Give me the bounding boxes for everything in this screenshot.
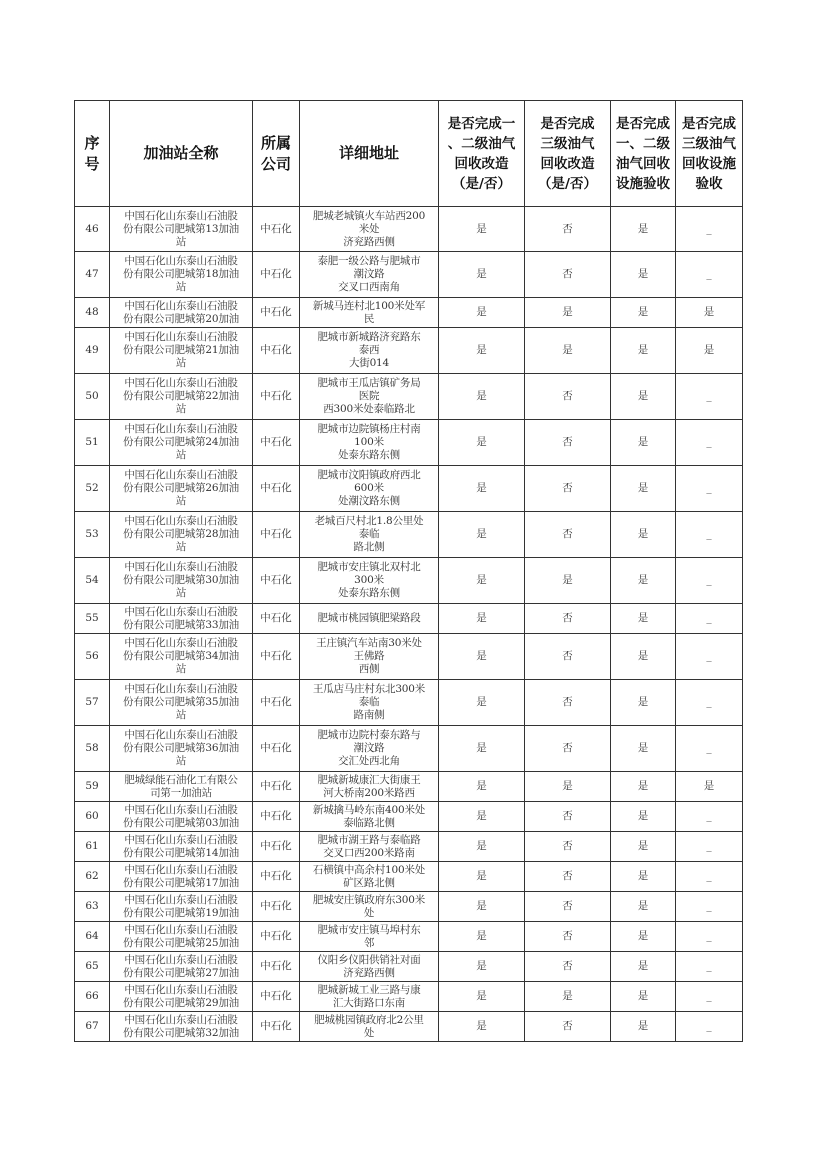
stage12-retrofit-status: 是	[439, 862, 525, 892]
stage12-acceptance-status: 是	[611, 772, 676, 802]
station-name: 中国石化山东泰山石油股 份有限公司肥城第34加油 站	[110, 634, 253, 680]
row-number: 65	[75, 952, 110, 982]
stage12-retrofit-status: 是	[439, 328, 525, 374]
row-number: 46	[75, 207, 110, 252]
row-number: 48	[75, 298, 110, 328]
company: 中石化	[253, 420, 300, 466]
stage3-retrofit-status: 否	[525, 512, 611, 558]
address: 肥城市湖王路与泰临路 交叉口西200米路南	[300, 832, 439, 862]
address: 新城马连村北100米处军 民	[300, 298, 439, 328]
company: 中石化	[253, 298, 300, 328]
stage3-acceptance-status: _	[676, 952, 743, 982]
stage3-retrofit-status: 否	[525, 604, 611, 634]
station-name: 肥城绿能石油化工有限公 司第一加油站	[110, 772, 253, 802]
stage3-acceptance-status: 是	[676, 328, 743, 374]
station-name: 中国石化山东泰山石油股 份有限公司肥城第36加油 站	[110, 726, 253, 772]
stage3-retrofit-status: 否	[525, 862, 611, 892]
stage12-acceptance-status: 是	[611, 726, 676, 772]
table-row	[75, 420, 743, 466]
company: 中石化	[253, 892, 300, 922]
stage12-acceptance-status: 是	[611, 512, 676, 558]
address: 肥城老城镇火车站西200 米处 济兖路西侧	[300, 207, 439, 252]
table-row	[75, 328, 743, 374]
row-number: 60	[75, 802, 110, 832]
table-row	[75, 207, 743, 252]
stage12-retrofit-status: 是	[439, 207, 525, 252]
company: 中石化	[253, 680, 300, 726]
row-number: 63	[75, 892, 110, 922]
stage3-retrofit-status: 否	[525, 892, 611, 922]
stage12-acceptance-status: 是	[611, 298, 676, 328]
stage3-retrofit-status: 是	[525, 328, 611, 374]
header-address: 详细地址	[300, 101, 439, 207]
stage3-acceptance-status: _	[676, 802, 743, 832]
station-name: 中国石化山东泰山石油股 份有限公司肥城第17加油	[110, 862, 253, 892]
stage3-acceptance-status: _	[676, 726, 743, 772]
table-row	[75, 604, 743, 634]
station-name: 中国石化山东泰山石油股 份有限公司肥城第35加油 站	[110, 680, 253, 726]
company: 中石化	[253, 772, 300, 802]
stage12-acceptance-status: 是	[611, 862, 676, 892]
address: 新城擒马岭东南400米处 泰临路北侧	[300, 802, 439, 832]
stage12-retrofit-status: 是	[439, 680, 525, 726]
address: 老城百尺村北1.8公里处 泰临 路北侧	[300, 512, 439, 558]
station-name: 中国石化山东泰山石油股 份有限公司肥城第26加油 站	[110, 466, 253, 512]
stage3-retrofit-status: 是	[525, 298, 611, 328]
stage12-acceptance-status: 是	[611, 466, 676, 512]
station-name: 中国石化山东泰山石油股 份有限公司肥城第20加油	[110, 298, 253, 328]
row-number: 57	[75, 680, 110, 726]
table-row	[75, 374, 743, 420]
stage3-acceptance-status: _	[676, 892, 743, 922]
station-name: 中国石化山东泰山石油股 份有限公司肥城第22加油 站	[110, 374, 253, 420]
stage3-acceptance-status: _	[676, 1012, 743, 1042]
table-row	[75, 772, 743, 802]
header-stage12-retrofit: 是否完成一 、二级油气 回收改造 （是/否）	[439, 101, 525, 207]
row-number: 66	[75, 982, 110, 1012]
header-station-name: 加油站全称	[110, 101, 253, 207]
stage12-retrofit-status: 是	[439, 832, 525, 862]
stage12-acceptance-status: 是	[611, 328, 676, 374]
company: 中石化	[253, 374, 300, 420]
stage3-acceptance-status: 是	[676, 772, 743, 802]
stage12-acceptance-status: 是	[611, 832, 676, 862]
company: 中石化	[253, 862, 300, 892]
stage12-acceptance-status: 是	[611, 420, 676, 466]
stage3-acceptance-status: _	[676, 420, 743, 466]
address: 肥城市安庄镇北双村北 300米 处泰东路东侧	[300, 558, 439, 604]
table-row	[75, 558, 743, 604]
stage12-retrofit-status: 是	[439, 982, 525, 1012]
company: 中石化	[253, 207, 300, 252]
header-stage3-acceptance: 是否完成 三级油气 回收设施 验收	[676, 101, 743, 207]
stage3-retrofit-status: 否	[525, 832, 611, 862]
header-seq: 序 号	[75, 101, 110, 207]
stage3-acceptance-status: _	[676, 558, 743, 604]
address: 肥城新城康汇大街康王 河大桥南200米路西	[300, 772, 439, 802]
row-number: 53	[75, 512, 110, 558]
address: 肥城市边院村泰东路与 潮汶路 交汇处西北角	[300, 726, 439, 772]
row-number: 52	[75, 466, 110, 512]
stage3-acceptance-status: _	[676, 252, 743, 298]
station-name: 中国石化山东泰山石油股 份有限公司肥城第14加油	[110, 832, 253, 862]
station-name: 中国石化山东泰山石油股 份有限公司肥城第18加油 站	[110, 252, 253, 298]
stage3-retrofit-status: 否	[525, 252, 611, 298]
stage3-acceptance-status: _	[676, 604, 743, 634]
stage12-acceptance-status: 是	[611, 982, 676, 1012]
stage12-retrofit-status: 是	[439, 726, 525, 772]
stage3-acceptance-status: _	[676, 832, 743, 862]
row-number: 56	[75, 634, 110, 680]
stage12-acceptance-status: 是	[611, 207, 676, 252]
stage12-acceptance-status: 是	[611, 1012, 676, 1042]
station-name: 中国石化山东泰山石油股 份有限公司肥城第24加油 站	[110, 420, 253, 466]
stage3-retrofit-status: 否	[525, 207, 611, 252]
station-name: 中国石化山东泰山石油股 份有限公司肥城第03加油	[110, 802, 253, 832]
stage3-acceptance-status: _	[676, 512, 743, 558]
station-name: 中国石化山东泰山石油股 份有限公司肥城第32加油	[110, 1012, 253, 1042]
table-row	[75, 512, 743, 558]
row-number: 67	[75, 1012, 110, 1042]
stage12-retrofit-status: 是	[439, 952, 525, 982]
table-row	[75, 922, 743, 952]
stage12-retrofit-status: 是	[439, 252, 525, 298]
stage12-retrofit-status: 是	[439, 802, 525, 832]
address: 肥城市安庄镇马埠村东 邻	[300, 922, 439, 952]
stage3-retrofit-status: 是	[525, 558, 611, 604]
stage12-acceptance-status: 是	[611, 558, 676, 604]
company: 中石化	[253, 832, 300, 862]
station-table	[74, 100, 743, 1042]
stage12-retrofit-status: 是	[439, 374, 525, 420]
company: 中石化	[253, 982, 300, 1012]
stage3-acceptance-status: _	[676, 680, 743, 726]
stage3-acceptance-status: _	[676, 207, 743, 252]
stage12-retrofit-status: 是	[439, 1012, 525, 1042]
stage12-retrofit-status: 是	[439, 604, 525, 634]
row-number: 55	[75, 604, 110, 634]
stage12-acceptance-status: 是	[611, 604, 676, 634]
row-number: 49	[75, 328, 110, 374]
stage3-acceptance-status: 是	[676, 298, 743, 328]
stage12-retrofit-status: 是	[439, 298, 525, 328]
company: 中石化	[253, 466, 300, 512]
address: 肥城安庄镇政府东300米 处	[300, 892, 439, 922]
row-number: 58	[75, 726, 110, 772]
company: 中石化	[253, 328, 300, 374]
company: 中石化	[253, 726, 300, 772]
address: 肥城市汶阳镇政府西北 600米 处潮汶路东侧	[300, 466, 439, 512]
company: 中石化	[253, 922, 300, 952]
stage3-acceptance-status: _	[676, 922, 743, 952]
table-row	[75, 832, 743, 862]
stage3-acceptance-status: _	[676, 862, 743, 892]
stage12-acceptance-status: 是	[611, 374, 676, 420]
station-name: 中国石化山东泰山石油股 份有限公司肥城第27加油	[110, 952, 253, 982]
address: 肥城市边院镇杨庄村南 100米 处泰东路东侧	[300, 420, 439, 466]
address: 肥城桃园镇政府北2公里 处	[300, 1012, 439, 1042]
station-name: 中国石化山东泰山石油股 份有限公司肥城第33加油	[110, 604, 253, 634]
row-number: 61	[75, 832, 110, 862]
company: 中石化	[253, 252, 300, 298]
stage12-retrofit-status: 是	[439, 420, 525, 466]
station-name: 中国石化山东泰山石油股 份有限公司肥城第19加油	[110, 892, 253, 922]
address: 石横镇中高余村100米处 矿区路北侧	[300, 862, 439, 892]
table-row	[75, 892, 743, 922]
row-number: 59	[75, 772, 110, 802]
stage3-acceptance-status: _	[676, 466, 743, 512]
stage12-acceptance-status: 是	[611, 892, 676, 922]
stage3-acceptance-status: _	[676, 982, 743, 1012]
stage3-retrofit-status: 否	[525, 1012, 611, 1042]
table-row	[75, 466, 743, 512]
row-number: 64	[75, 922, 110, 952]
table-row	[75, 298, 743, 328]
stage12-retrofit-status: 是	[439, 512, 525, 558]
stage12-acceptance-status: 是	[611, 922, 676, 952]
company: 中石化	[253, 558, 300, 604]
company: 中石化	[253, 634, 300, 680]
address: 肥城新城工业三路与康 汇大街路口东南	[300, 982, 439, 1012]
header-stage12-acceptance: 是否完成 一、二级 油气回收 设施验收	[611, 101, 676, 207]
table-row	[75, 726, 743, 772]
stage3-retrofit-status: 否	[525, 726, 611, 772]
station-name: 中国石化山东泰山石油股 份有限公司肥城第25加油	[110, 922, 253, 952]
stage3-retrofit-status: 否	[525, 466, 611, 512]
stage12-acceptance-status: 是	[611, 634, 676, 680]
stage3-acceptance-status: _	[676, 374, 743, 420]
stage12-retrofit-status: 是	[439, 922, 525, 952]
address: 王瓜店马庄村东北300米 泰临 路南侧	[300, 680, 439, 726]
stage12-acceptance-status: 是	[611, 952, 676, 982]
stage3-retrofit-status: 否	[525, 420, 611, 466]
company: 中石化	[253, 604, 300, 634]
address: 王庄镇汽车站南30米处 王佛路 西侧	[300, 634, 439, 680]
company: 中石化	[253, 1012, 300, 1042]
station-name: 中国石化山东泰山石油股 份有限公司肥城第29加油	[110, 982, 253, 1012]
row-number: 50	[75, 374, 110, 420]
stage12-retrofit-status: 是	[439, 634, 525, 680]
stage3-retrofit-status: 否	[525, 680, 611, 726]
station-name: 中国石化山东泰山石油股 份有限公司肥城第21加油 站	[110, 328, 253, 374]
address: 肥城市新城路济兖路东 泰西 大街014	[300, 328, 439, 374]
stage12-retrofit-status: 是	[439, 772, 525, 802]
table-row	[75, 802, 743, 832]
stage3-retrofit-status: 否	[525, 374, 611, 420]
stage3-acceptance-status: _	[676, 634, 743, 680]
station-name: 中国石化山东泰山石油股 份有限公司肥城第28加油 站	[110, 512, 253, 558]
stage12-retrofit-status: 是	[439, 466, 525, 512]
table-row	[75, 680, 743, 726]
station-name: 中国石化山东泰山石油股 份有限公司肥城第30加油 站	[110, 558, 253, 604]
stage12-acceptance-status: 是	[611, 802, 676, 832]
address: 仪阳乡仪阳供销社对面 济兖路西侧	[300, 952, 439, 982]
stage12-retrofit-status: 是	[439, 558, 525, 604]
address: 肥城市桃园镇肥梁路段	[300, 604, 439, 634]
table-row	[75, 952, 743, 982]
table-row	[75, 1012, 743, 1042]
company: 中石化	[253, 952, 300, 982]
stage12-acceptance-status: 是	[611, 252, 676, 298]
header-stage3-retrofit: 是否完成 三级油气 回收改造 （是/否）	[525, 101, 611, 207]
stage3-retrofit-status: 否	[525, 952, 611, 982]
table-row	[75, 634, 743, 680]
address: 肥城市王瓜店镇矿务局 医院 西300米处泰临路北	[300, 374, 439, 420]
station-name: 中国石化山东泰山石油股 份有限公司肥城第13加油 站	[110, 207, 253, 252]
table-row	[75, 252, 743, 298]
header-company: 所属 公司	[253, 101, 300, 207]
stage3-retrofit-status: 否	[525, 922, 611, 952]
table-row	[75, 862, 743, 892]
header-row	[75, 101, 743, 207]
stage3-retrofit-status: 是	[525, 982, 611, 1012]
stage12-acceptance-status: 是	[611, 680, 676, 726]
row-number: 54	[75, 558, 110, 604]
row-number: 47	[75, 252, 110, 298]
stage3-retrofit-status: 是	[525, 772, 611, 802]
row-number: 62	[75, 862, 110, 892]
company: 中石化	[253, 512, 300, 558]
stage3-retrofit-status: 否	[525, 634, 611, 680]
table-row	[75, 982, 743, 1012]
stage3-retrofit-status: 否	[525, 802, 611, 832]
stage12-retrofit-status: 是	[439, 892, 525, 922]
address: 泰肥一级公路与肥城市 潮汶路 交叉口西南角	[300, 252, 439, 298]
company: 中石化	[253, 802, 300, 832]
row-number: 51	[75, 420, 110, 466]
